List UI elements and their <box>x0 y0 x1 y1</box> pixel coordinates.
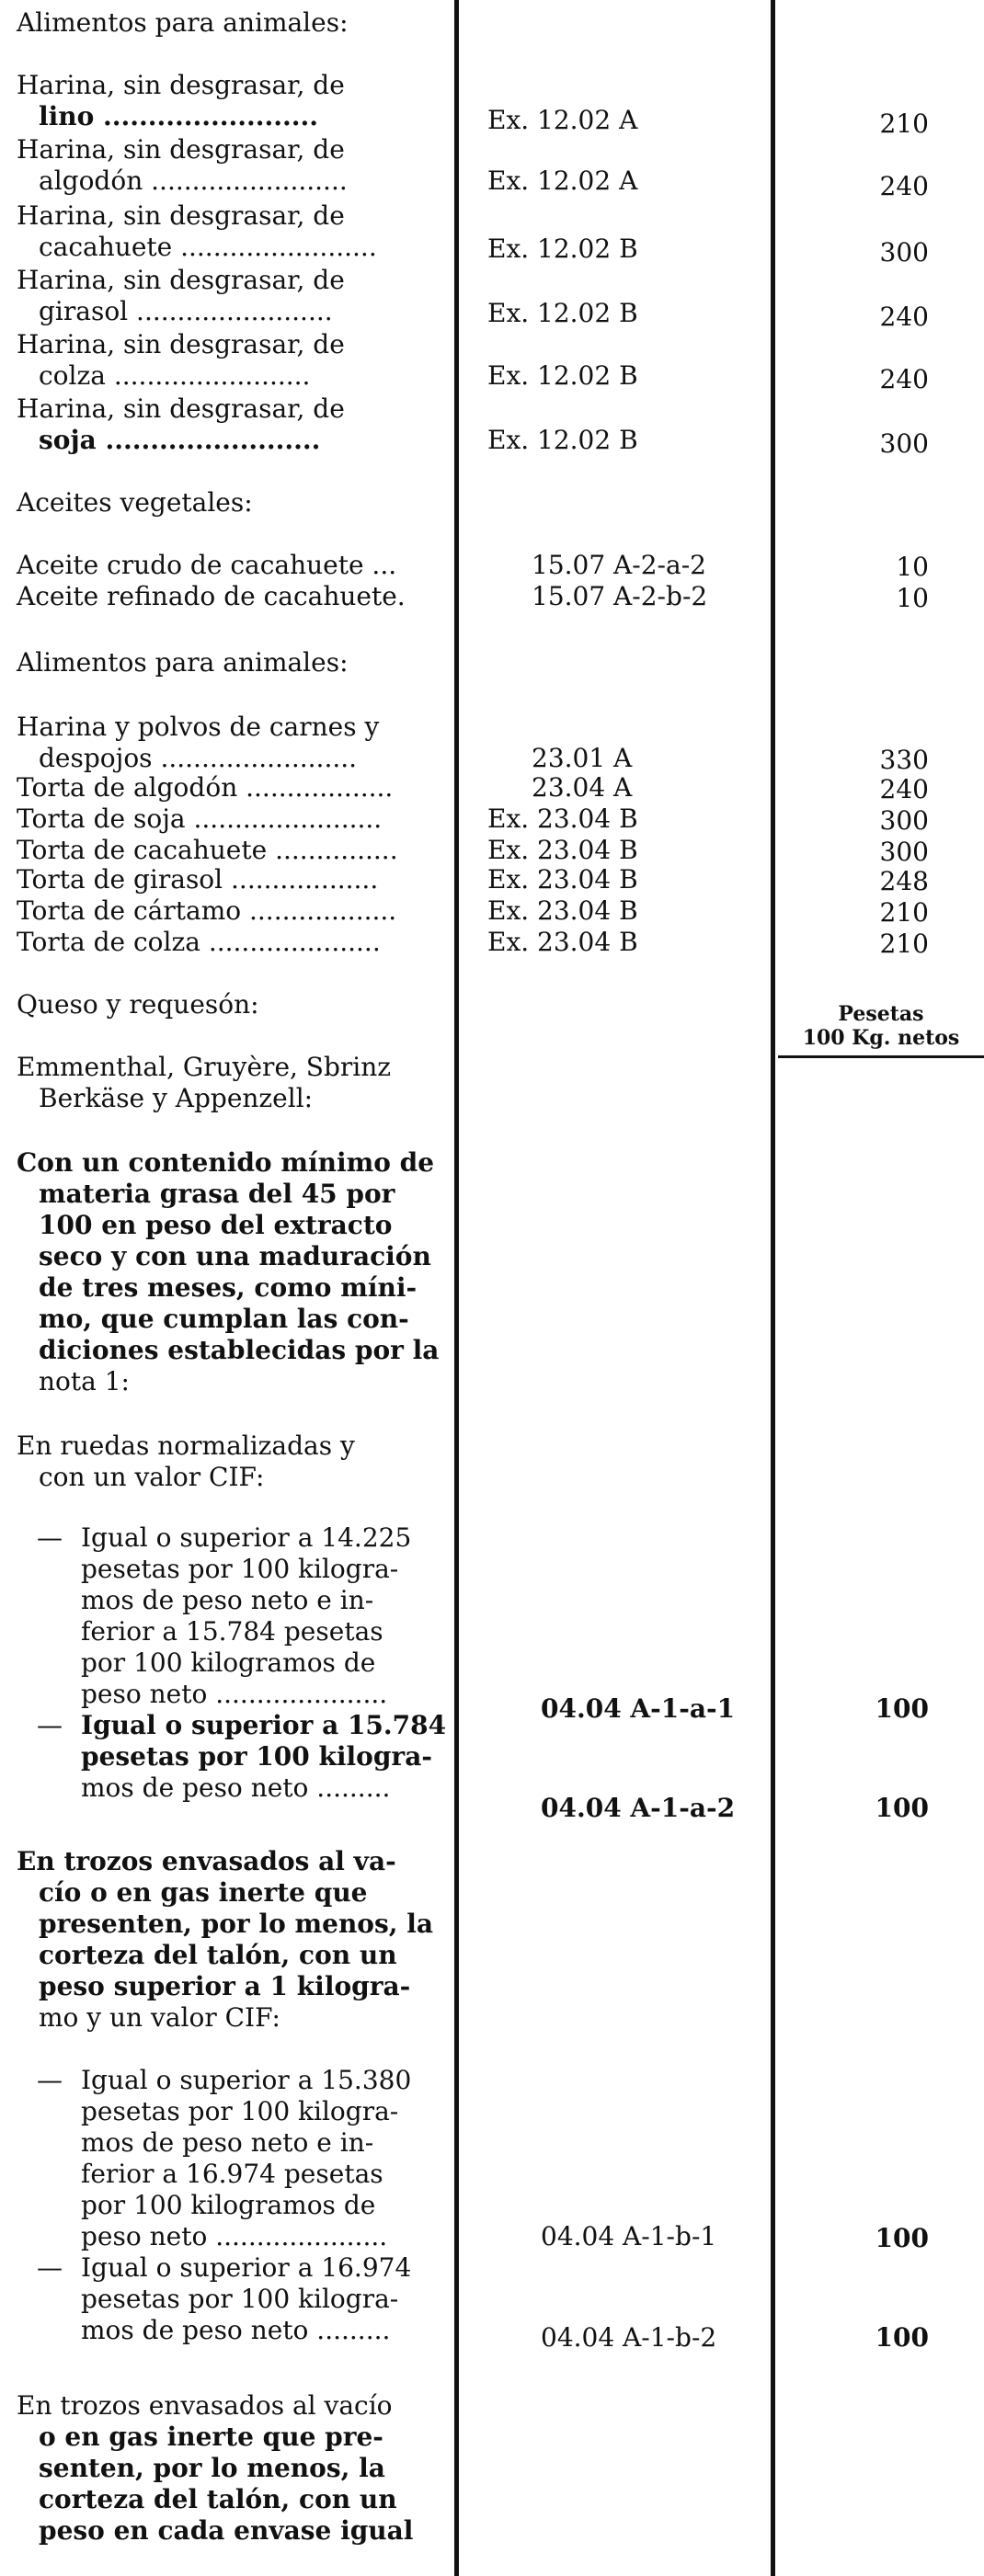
row-value: 210 <box>879 897 929 928</box>
dash-bullet: — <box>37 1710 63 1740</box>
row-desc: Torta de girasol .................. <box>17 864 379 895</box>
paragraph-line: nota 1: <box>39 1366 130 1396</box>
item-line: ferior a 15.784 pesetas <box>81 1616 383 1647</box>
row-value: 10 <box>896 583 929 613</box>
item-line: mos de peso neto ......... <box>81 2315 391 2345</box>
row-value: 330 <box>879 745 929 775</box>
row-code: Ex. 23.04 B <box>487 927 638 957</box>
row-value: 240 <box>879 774 929 804</box>
item-line: peso neto ..................... <box>81 1679 388 1709</box>
dash-bullet: — <box>37 1522 63 1553</box>
paragraph-line: corteza del talón, con un <box>39 2484 397 2514</box>
paragraph-line: peso en cada envase igual <box>39 2515 414 2546</box>
row-code: Ex. 23.04 B <box>487 864 638 895</box>
item-line: por 100 kilogramos de <box>81 1647 376 1678</box>
row-desc-line2: algodón ........................ <box>39 165 348 196</box>
item-line: peso neto ..................... <box>81 2221 388 2251</box>
row-value: 100 <box>875 1793 929 1823</box>
row-desc-line2: lino ........................ <box>39 101 319 131</box>
dash-bullet: — <box>37 2252 63 2283</box>
row-code: Ex. 12.02 B <box>487 234 638 264</box>
row-value: 300 <box>879 837 929 867</box>
paragraph-line: materia grasa del 45 por <box>39 1179 395 1209</box>
row-desc-line2: soja ........................ <box>39 425 321 455</box>
paragraph-line: o en gas inerte que pre- <box>39 2422 383 2452</box>
row-desc: Torta de colza ..................... <box>17 927 381 957</box>
row-desc-line1: Harina y polvos de carnes y <box>17 712 380 742</box>
paragraph-line: senten, por lo menos, la <box>39 2453 385 2483</box>
row-desc-line2: girasol ........................ <box>39 296 333 326</box>
paragraph-line: presenten, por lo menos, la <box>39 1909 434 1939</box>
paragraph-line: En trozos envasados al va- <box>17 1846 396 1876</box>
row-value: 210 <box>879 929 929 959</box>
item-line: mos de peso neto ......... <box>81 1772 391 1803</box>
row-desc-line1: Harina, sin desgrasar, de <box>17 265 345 295</box>
row-value: 240 <box>879 302 929 332</box>
row-code: Ex. 23.04 B <box>487 804 638 834</box>
item-line: Igual o superior a 14.225 <box>81 1522 412 1553</box>
row-desc-line2: colza ........................ <box>39 360 311 391</box>
row-desc-line2: despojos ........................ <box>39 743 358 773</box>
row-code: 04.04 A-1-a-1 <box>541 1693 736 1724</box>
row-desc: Aceite refinado de cacahuete. <box>17 581 406 611</box>
row-code: Ex. 12.02 B <box>487 360 638 391</box>
row-desc-line1: Harina, sin desgrasar, de <box>17 134 345 165</box>
row-value: 300 <box>879 428 929 459</box>
row-code: Ex. 12.02 B <box>487 298 638 328</box>
paragraph-line: peso superior a 1 kilogra- <box>39 1971 411 2001</box>
row-value: 100 <box>875 2322 929 2353</box>
row-code: Ex. 12.02 A <box>487 105 638 135</box>
paragraph-line: seco y con una maduración <box>39 1241 431 1271</box>
row-code: 04.04 A-1-a-2 <box>541 1793 736 1823</box>
row-value: 100 <box>875 1693 929 1724</box>
row-code: 23.01 A <box>532 743 633 773</box>
row-code: Ex. 23.04 B <box>487 835 638 865</box>
paragraph-line: 100 en peso del extracto <box>39 1210 393 1240</box>
paragraph-line: de tres meses, como míni- <box>39 1272 418 1303</box>
subheading-line2: Berkäse y Appenzell: <box>39 1083 314 1113</box>
item-line: pesetas por 100 kilogra- <box>81 1554 399 1584</box>
paragraph-line: cío o en gas inerte que <box>39 1877 368 1908</box>
item-line: Igual o superior a 15.784 <box>81 1710 447 1740</box>
item-line: mos de peso neto e in- <box>81 1585 374 1615</box>
paragraph-line: corteza del talón, con un <box>39 1940 397 1970</box>
paragraph-line: mo, que cumplan las con- <box>39 1304 409 1334</box>
paragraph-line: Con un contenido mínimo de <box>17 1147 435 1178</box>
row-code: Ex. 23.04 B <box>487 895 638 926</box>
row-desc: Torta de cacahuete ............... <box>17 835 398 865</box>
row-desc-line1: Harina, sin desgrasar, de <box>17 329 345 359</box>
row-code: 04.04 A-1-b-2 <box>541 2322 717 2353</box>
unit-header-rule <box>778 1055 984 1058</box>
row-value: 300 <box>879 237 929 268</box>
unit-header-line2: 100 Kg. netos <box>802 1026 960 1050</box>
row-desc-line1: Harina, sin desgrasar, de <box>17 200 345 231</box>
row-value: 10 <box>896 552 929 582</box>
row-value: 240 <box>879 171 929 201</box>
row-desc: Torta de cártamo .................. <box>17 895 397 926</box>
paragraph-line: En trozos envasados al vacío <box>17 2390 393 2421</box>
section-heading: Aceites vegetales: <box>17 487 253 518</box>
item-line: Igual o superior a 15.380 <box>81 2065 412 2095</box>
row-code: 04.04 A-1-b-1 <box>541 2221 717 2251</box>
row-code: Ex. 12.02 A <box>487 165 638 196</box>
subheading-line1: Emmenthal, Gruyère, Sbrinz <box>17 1052 392 1082</box>
section-heading: Alimentos para animales: <box>17 7 349 38</box>
row-value: 210 <box>879 108 929 139</box>
row-code: 23.04 A <box>532 772 633 803</box>
paragraph-line: diciones establecidas por la <box>39 1335 440 1365</box>
row-desc: Torta de soja ....................... <box>17 804 383 834</box>
paragraph-line: con un valor CIF: <box>39 1462 265 1492</box>
row-desc-line2: cacahuete ........................ <box>39 232 377 262</box>
item-line: Igual o superior a 16.974 <box>81 2252 412 2283</box>
row-code: 15.07 A-2-a-2 <box>532 550 706 580</box>
row-desc: Torta de algodón .................. <box>17 772 394 803</box>
item-line: pesetas por 100 kilogra- <box>81 1741 432 1772</box>
item-line: pesetas por 100 kilogra- <box>81 2096 399 2126</box>
row-code: 15.07 A-2-b-2 <box>532 581 708 611</box>
row-value: 240 <box>879 364 929 394</box>
item-line: ferior a 16.974 pesetas <box>81 2159 383 2189</box>
dash-bullet: — <box>37 2065 63 2095</box>
row-value: 300 <box>879 805 929 836</box>
row-value: 100 <box>875 2223 929 2253</box>
paragraph-line: mo y un valor CIF: <box>39 2002 280 2033</box>
row-desc-line1: Harina, sin desgrasar, de <box>17 393 345 424</box>
item-line: pesetas por 100 kilogra- <box>81 2284 399 2314</box>
paragraph-line: En ruedas normalizadas y <box>17 1430 355 1461</box>
item-line: por 100 kilogramos de <box>81 2190 376 2220</box>
row-value: 248 <box>879 866 929 896</box>
item-line: mos de peso neto e in- <box>81 2127 374 2158</box>
section-heading: Queso y requesón: <box>17 989 259 1020</box>
row-desc: Aceite crudo de cacahuete ... <box>17 550 397 580</box>
unit-header-line1: Pesetas <box>838 1002 924 1026</box>
row-desc-line1: Harina, sin desgrasar, de <box>17 70 345 100</box>
section-heading: Alimentos para animales: <box>17 647 349 678</box>
row-code: Ex. 12.02 B <box>487 425 638 455</box>
